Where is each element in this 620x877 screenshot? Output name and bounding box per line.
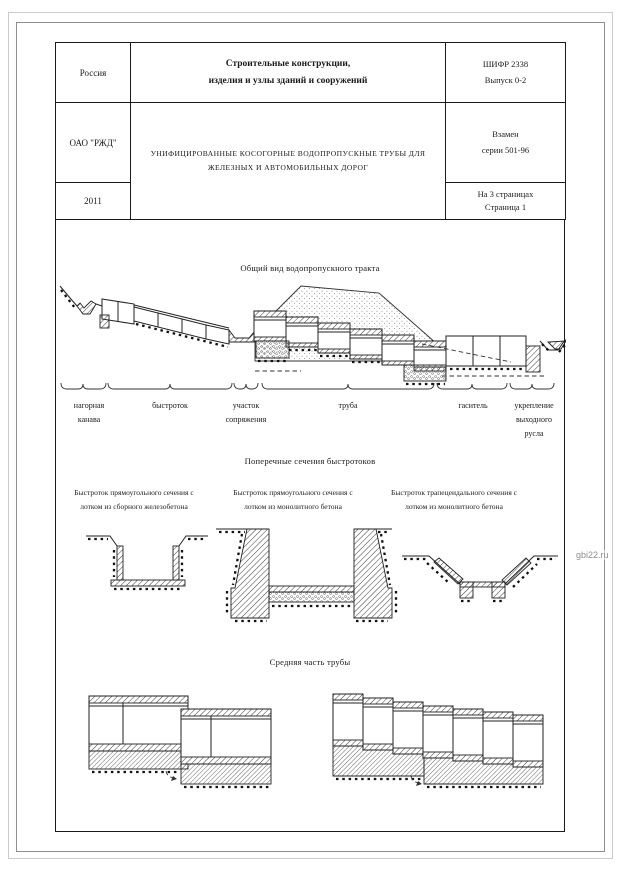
category-line2: изделия и узлы зданий и сооружений [208, 75, 368, 86]
cipher-line2: Выпуск 0-2 [484, 74, 527, 85]
document-title-cell: УНИФИЦИРОВАННЫЕ КОСОГОРНЫЕ ВОДОПРОПУСКНЫЕ ТРУБЫ ДЛЯ ЖЕЛЕЗНЫХ И АВТОМОБИЛЬНЫХ ДОРОГ [131, 103, 446, 220]
country-cell: Россия [56, 43, 131, 103]
outlet-channel [540, 340, 566, 352]
bracket-label-chute: быстроток [152, 401, 188, 410]
cross-sections-title: Поперечные сечения быстротоков [244, 456, 376, 466]
category-line1: Строительные конструкции, [225, 59, 351, 70]
sheet [55, 42, 565, 832]
bracket-label-pipe: труба [338, 401, 358, 410]
drawing-area [55, 220, 565, 832]
watermark: gbi22.ru [576, 550, 609, 560]
pages-line1: На 3 страницах [477, 188, 534, 199]
year-cell: 2011 [56, 183, 131, 220]
caption-precast-rect: Быстроток прямоугольного сечения с лотком из сборного железобетона [74, 488, 194, 511]
cipher-cell [446, 43, 566, 103]
pipe-middle-left-drawing [89, 696, 271, 787]
cross-section-trapezoidal [402, 556, 558, 601]
replaces-line1: Взамен [492, 129, 519, 140]
category-cell [131, 43, 446, 103]
cross-section-precast-rect [86, 536, 208, 589]
bracket-label-transition: участок сопряжения [225, 401, 267, 424]
pipe-middle-right-drawing [333, 694, 543, 787]
general-view-drawing [60, 286, 566, 389]
caption-monolithic-rect: Быстроток прямоугольного сечения с лотком из монолитного бетона [233, 488, 353, 511]
dimension-braces [61, 383, 554, 389]
replaces-line2: серии 501-96 [481, 144, 530, 155]
pipe-middle-title: Средняя часть трубы [269, 657, 351, 667]
pages-cell [446, 183, 566, 220]
drawings-svg [56, 220, 566, 832]
general-view-title: Общий вид водопропускного тракта [240, 263, 380, 273]
header-table [55, 42, 566, 220]
replaces-cell [446, 103, 566, 183]
cross-section-monolithic-rect [216, 529, 396, 621]
bracket-label-upland-ditch: нагорная канава [73, 401, 105, 424]
bracket-label-dissipator: гаситель [458, 401, 488, 410]
pages-line2: Страница 1 [484, 202, 527, 212]
cipher-line1: ШИФР 2338 [482, 59, 529, 70]
caption-trapezoidal: Быстроток трапецеидального сечения с лотком из монолитного бетона [391, 488, 517, 511]
organization-cell: ОАО "РЖД" [56, 103, 131, 183]
bracket-label-outlet: укрепление выходного русла [514, 401, 554, 438]
